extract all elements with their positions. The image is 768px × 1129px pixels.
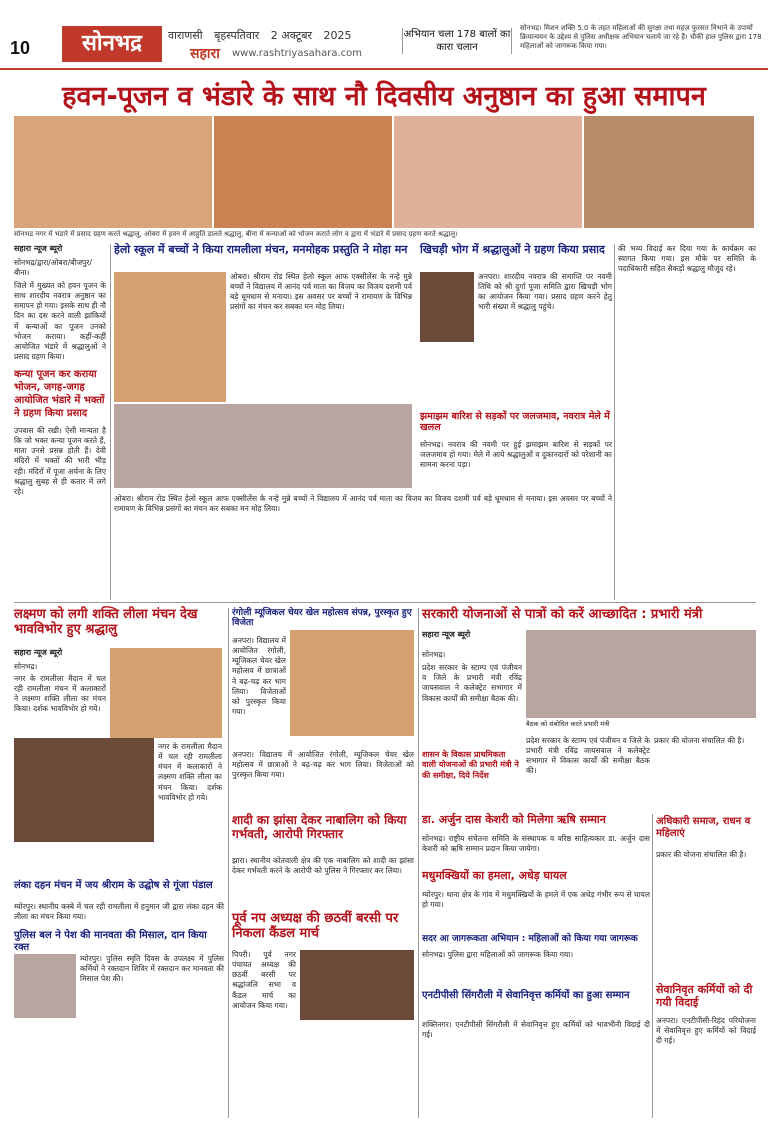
pull-quote: कन्या पूजन कर कराया भोजन, जगह-जगह आयोजित भंडारे में भक्तों ने ग्रहण किया प्रसाद <box>14 369 105 420</box>
page-headline: हवन-पूजन व भंडारे के साथ नौ दिवसीय अनुष्ठान का हुआ समापन <box>62 81 706 112</box>
story-sewa <box>656 1016 756 1116</box>
story-text: पिपरी। पूर्व नगर पंचायत अध्यक्ष की छठवीं बरसी पर श्रद्धांजलि सभा व कैंडल मार्च का आयोजन किया गया। <box>232 950 296 1010</box>
photo-lakshman-leela <box>110 648 222 738</box>
photo-havan <box>214 116 394 228</box>
brand-secondary: सहारा <box>190 46 220 62</box>
story-text: सोनभद्र। नवरात्र की नवमी पर हुई झमाझम बारिश से सड़कों पर जलजमाव हो गया। मेले में आये श्रद्धालुओं व दुकानदारों को परेशानी का सामना करना पड़ा। <box>420 440 612 470</box>
day: बृहस्पतिवार <box>214 29 260 42</box>
story-headline: मधुमक्खियों का हमला, अधेड़ घायल <box>422 869 567 882</box>
dateline-text: सोनभद्र। <box>14 661 38 671</box>
story-text: अनपरा। शारदीय नवरात्र की समाप्ति पर नवमी तिथि को श्री दुर्गा पूजा समिति द्वारा खिचड़ी भोग का आयोजन किया गया। प्रसाद ग्रहण करने हेतु भारी संख्या में श्रद्धालु पहुंचे। <box>478 272 612 312</box>
story-school <box>230 272 412 402</box>
photo-prasad <box>584 116 754 228</box>
story-headline: सेवानिवृत कर्मियों को दी गयी विदाई <box>656 983 753 1009</box>
story-adhikar <box>656 850 756 980</box>
top-news: सोनभद्र। मिशन शक्ति 5.0 के तहत महिलाओं की सुरक्षा तथा महज़ फुरसत निभाने के उपायों क्रियान्वयन के उद्देश्य से पुलिस अधीक्षक अभियान चलाये जा रहे हैं। चौकी हाल पुलिस द्वारा 178 महिलाओं को जागरूक किया गया। <box>520 24 762 50</box>
story-text: प्रकार की योजना संचालित की है। <box>654 736 745 745</box>
byline: सहारा न्यूज ब्यूरो <box>14 244 63 253</box>
photo-meeting <box>526 630 756 718</box>
story-headline: अधिकारी समाज, राधन व महिलाएं <box>656 816 751 839</box>
story-arjun <box>422 834 650 864</box>
photo-blood-donation <box>14 954 76 1018</box>
column-divider <box>418 608 419 1118</box>
story-rangoli-cont <box>232 750 414 812</box>
byline: सहारा न्यूज ब्यूरो <box>422 630 471 639</box>
story-text: झारा। स्थानीय कोतवाली क्षेत्र की एक नाबालिग को शादी का झांसा देकर गर्भवती करने के आरोपी को पुलिस ने गिरफ्तार कर लिया। <box>232 856 414 876</box>
column-divider <box>614 244 615 600</box>
column-divider <box>110 244 111 600</box>
story-headline: पुलिस बल ने पेश की मानवता की मिसाल, दान किया रक्त <box>14 930 207 953</box>
story-police <box>80 954 224 1114</box>
brand-logo: सोनभद्र <box>62 26 162 62</box>
story-flood <box>420 440 612 488</box>
story-lanka <box>14 902 224 928</box>
photo-school-event <box>114 404 412 488</box>
story-text: ओबरा। श्रीराम रोड स्थित हेलो स्कूल आफ एक्सीलेंस के नन्हे मुन्ने बच्चों ने विद्यालय में आनंद पर्व माता का विजय का विजय दशमी पर्व बड़े धूमधाम से मनाया। इस अवसर पर बच्चों ने रामायण के विभिन्न प्रसंगों का मंचन कर सबका मन मोह लिया। <box>230 272 412 312</box>
photo-caption-meeting <box>526 720 756 732</box>
story-purv <box>232 950 296 1116</box>
story-text: अनपरा। विद्यालय में आयोजित रंगोली, म्यूजिकल चेयर खेल महोत्सव में छात्राओं ने बढ़-चढ़ कर भाग लिया। विजेताओं को पुरस्कृत किया गया। <box>232 636 286 716</box>
pull-quote: शासन के विकास प्राथमिकता वाली योजनाओं की प्रभारी मंत्री ने की समीक्षा, दिये निर्देश <box>422 750 519 780</box>
section-divider <box>14 602 756 603</box>
story-text: प्रकार की योजना संचालित की है। <box>656 850 747 859</box>
photo-kanya-pujan <box>394 116 584 228</box>
story-text: प्रदेश सरकार के स्टाम्प एवं पंजीयन व जिले के प्रभारी मंत्री रविंद्र जायसवाल ने कलेक्ट्रेट सभागार में विकास कार्यों की समीक्षा बैठक की। <box>422 663 522 703</box>
story-paragraph: उपवास की रखी। ऐसी मान्यता है कि जो भक्त कन्या पूजन करते हैं, माता उनसे प्रसन्न होती हैं। देवी मंदिरों में भक्तों की भारी भीड़ रही। मंदिरों में पूजा अर्चना के लिए श्रद्धालु सुबह से ही कतार में लगे रहे। <box>14 426 106 496</box>
story-text: अनपरा। विद्यालय में आयोजित रंगोली, म्यूजिकल चेयर खेल महोत्सव में छात्राओं ने बढ़-चढ़ कर भाग लिया। विजेताओं को पुरस्कृत किया गया। <box>232 750 414 780</box>
byline: सहारा न्यूज ब्यूरो <box>14 648 63 657</box>
city: वाराणसी <box>168 29 203 42</box>
story-text: म्योरपुर। पुलिस स्मृति दिवस के उपलक्ष्य में पुलिस कर्मियों ने रक्तदान शिविर में रक्तदान कर मानवता की मिसाल पेश की। <box>80 954 224 984</box>
photo-caption: सोनभद्र नगर में भंडारे में प्रसाद ग्रहण करते श्रद्धालु, ओबरा में हवन में आहुति डालते श्रद्धालु, बीना में कन्याओं को भोजन कराते लोग व द्वारा में भंडारे में प्रसाद ग्रहण करते श्रद्धालु। <box>14 230 458 238</box>
story-headline: एनटीपीसी सिंगरौली में सेवानिवृत्त कर्मियों का हुआ सम्मान <box>422 990 630 1001</box>
story-madhu <box>422 890 650 930</box>
story-khichdi <box>478 272 612 408</box>
story-headline: सदर आ जागरूकता अभियान : महिलाओं को किया गया जागरूक <box>422 934 638 944</box>
story-paragraph: जिले में मुख्यत को हवन पूजन के साथ शारदीय नवरात्र अनुष्ठान का समापन हो गया। इसके साथ ही नौ दिन का दस करने वाली झांकियों में कन्याओं का पूजन उनको भोजन कराया। कहीं-कहीं आयोजित भंडारे में श्रद्धालुओं ने प्रसाद ग्रहण किया। <box>14 281 106 361</box>
story-headline: शादी का झांसा देकर नाबालिग को किया गर्भवती, आरोपी गिरफ्तार <box>232 813 407 841</box>
story-text: सोनभद्र। राष्ट्रीय संचेतना समिति के संस्थापक व वरिष्ठ साहित्यकार डा. अर्जुन दास केशरी को ऋषि सम्मान प्रदान किया जायेगा। <box>422 834 650 854</box>
story-ntpc <box>422 1020 650 1116</box>
story-headline: खिचड़ी भोग में श्रद्धालुओं ने ग्रहण किया प्रसाद <box>420 243 605 256</box>
story-sadar <box>422 950 650 986</box>
dateline-text: सोनभद्र/द्वारा/ओबरा/बीजपुर/बीना। <box>14 257 92 277</box>
story-text: अनपरा। एनटीपीसी-रिहंद परियोजना में सेवानिवृत्त हुए कर्मियों को विदाई दी गई। <box>656 1016 756 1046</box>
story-rangoli <box>232 636 286 746</box>
photo-rangoli <box>290 630 414 736</box>
story-lakshman-cont <box>158 742 222 842</box>
story-sarkari-byline <box>422 630 522 644</box>
story-main <box>14 244 106 600</box>
story-headline: पूर्व नप अध्यक्ष की छठवीं बरसी पर निकला कैंडल मार्च <box>232 911 399 941</box>
story-text: म्योरपुर। स्थानीय कस्बे में चल रही रामलीला में हनुमान जी द्वारा लंका दहन की लीला का मंचन किया गया। <box>14 902 224 922</box>
story-headline: लंका दहन मंचन में जय श्रीराम के उद्घोष से गूंजा पंडाल <box>14 880 213 891</box>
story-headline: सरकारी योजनाओं से पात्रों को करें आच्छादित : प्रभारी मंत्री <box>422 607 703 622</box>
masthead <box>0 0 768 70</box>
dateline <box>168 28 360 43</box>
story-headline: हेलो स्कूल में बच्चों ने किया रामलीला मंचन, मनमोहक प्रस्तुति ने मोहा मन <box>114 243 408 256</box>
caption-text: बैठक को संबोधित करते प्रभारी मंत्री <box>526 720 610 728</box>
campaign-box: अभियान चला 178 बालों का कारा चलान <box>403 29 511 53</box>
story-text: शक्तिनगर। एनटीपीसी सिंगरौली में सेवानिवृत्त हुए कर्मियों को भावभीनी विदाई दी गई। <box>422 1020 650 1040</box>
story-shadi <box>232 856 414 908</box>
story-lakshman-byline <box>14 648 106 675</box>
column-divider <box>228 608 229 1118</box>
story-headline: झमाझम बारिश से सड़कों पर जलजमाव, नवरात्र मेले में खलल <box>420 411 610 433</box>
photo-khichdi <box>420 272 474 342</box>
story-text: प्रदेश सरकार के स्टाम्प एवं पंजीयन व जिले के प्रभारी मंत्री रविंद्र जायसवाल ने कलेक्ट्रेट सभागार में विकास कार्यों की समीक्षा बैठक की। <box>526 736 650 776</box>
photo-candle-march <box>300 950 414 1020</box>
photo-ramlila <box>114 272 226 402</box>
dateline-text: सोनभद्र। <box>422 650 446 659</box>
story-right-top <box>618 244 756 600</box>
story-text: म्योरपुर। थाना क्षेत्र के गांव में मधुमक्खियों के हमले में एक अधेड़ गंभीर रूप से घायल हो गया। <box>422 890 650 910</box>
story-text: नगर के रामलीला मैदान में चल रही रामलीला मंचन में कलाकारों ने लक्ष्मण शक्ति लीला का मंचन किया। दर्शक भावविभोर हो गये। <box>14 674 106 714</box>
page-number: 10 <box>10 38 31 58</box>
year: 2025 <box>323 29 352 42</box>
photo-strip <box>14 116 754 228</box>
story-lakshman <box>14 674 106 734</box>
story-headline: डा. अर्जुन दास केशरी को मिलेगा ऋषि सम्मान <box>422 813 606 826</box>
story-continuation <box>114 494 612 598</box>
story-text: नगर के रामलीला मैदान में चल रही रामलीला मंचन में कलाकारों ने लक्ष्मण शक्ति लीला का मंचन किया। दर्शक भावविभोर हो गये। <box>158 742 222 802</box>
story-headline: रंगोली म्यूजिकल चेयर खेल महोत्सव संपन्न, पुरस्कृत हुए विजेता <box>232 608 412 629</box>
story-text: की भव्य विदाई कर दिया गया के कार्यक्रम का स्वागत किया गया। इस मौके पर समिति के पदाधिकारी सहित सैकड़ों श्रद्धालु मौजूद रहे। <box>618 244 756 274</box>
story-adhikar-intro <box>654 736 756 812</box>
column-divider <box>652 814 653 1118</box>
story-text: सोनभद्र। पुलिस द्वारा महिलाओं को जागरूक किया गया। <box>422 950 574 959</box>
story-sarkari-cont <box>526 736 650 812</box>
website[interactable]: www.rashtriyasahara.com <box>232 48 363 59</box>
story-text: ओबरा। श्रीराम रोड स्थित हेलो स्कूल आफ एक्सीलेंस के नन्हे मुन्ने बच्चों ने विद्यालय में आनंद पर्व माता का विजय का विजय दशमी पर्व बड़े धूमधाम से मनाया। इस अवसर पर बच्चों ने रामायण के विभिन्न प्रसंगों का मंचन कर सबका मन मोह लिया। <box>114 494 612 514</box>
story-sarkari <box>422 650 522 740</box>
photo-ramlila-stage <box>14 738 154 842</box>
date: 2 अक्टूबर <box>270 29 313 42</box>
story-headline: लक्ष्मण को लगी शक्ति लीला मंचन देख भावविभोर हुए श्रद्धालु <box>14 607 198 637</box>
photo-bhandara <box>14 116 214 228</box>
